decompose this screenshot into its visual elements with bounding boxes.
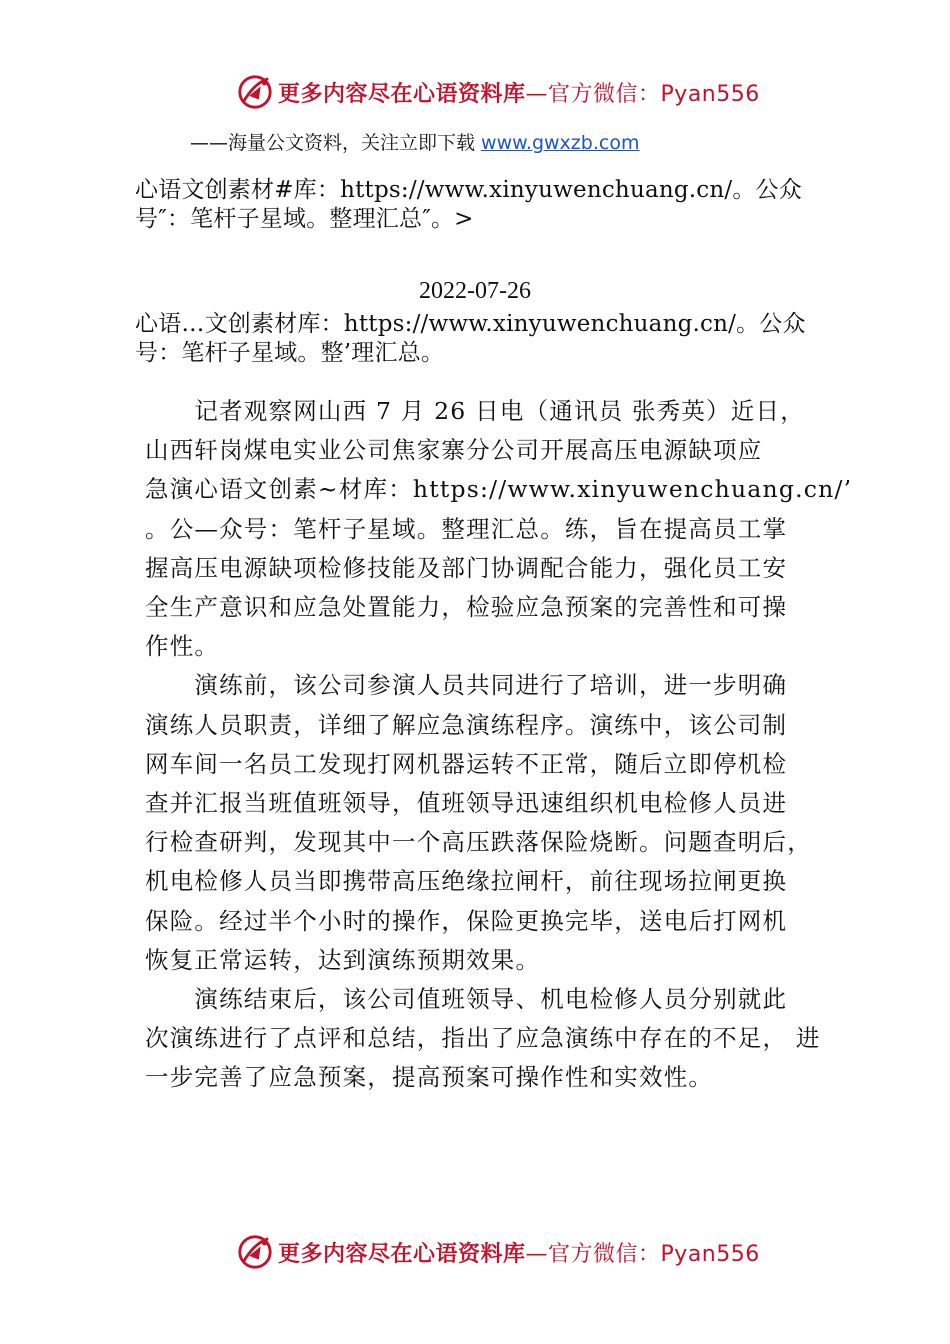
- banner-separator: —官方微信：: [525, 1241, 661, 1267]
- banner-main: 更多内容尽在心语资料库: [278, 1241, 526, 1267]
- body-line: 。公—众号：笔杆子星域。整理汇总。练，旨在提高员工掌: [145, 514, 788, 543]
- body-line: 恢复正常运转，达到演练预期效果。: [145, 945, 541, 974]
- body-line: 演练结束后，该公司值班领导、机电检修人员分别就此: [145, 985, 788, 1013]
- tagline: [190, 128, 639, 155]
- footer-banner: [236, 1232, 760, 1272]
- banner-text: [278, 1237, 760, 1268]
- body-line: 机电检修人员当即携带高压绝缘拉闸杆，前往现场拉闸更换: [145, 867, 788, 896]
- banner-text: [278, 77, 760, 108]
- banner-wechat: Pyan556: [660, 1241, 760, 1267]
- body-line: 全生产意识和应急处置能力，检验应急预案的完善性和可操: [145, 593, 788, 621]
- body-line: 行检查研判，发现其中一个高压跌落保险烧断。问题查明后，: [145, 828, 812, 857]
- body-line: 一步完善了应急预案，提高预案可操作性和实效性。: [145, 1063, 714, 1092]
- body-line: 演练人员职责，详细了解应急演练程序。演练中，该公司制: [145, 710, 788, 739]
- preface-line-2: 号″：笔杆子星域。整理汇总″。>: [135, 206, 474, 232]
- body-line: 作性。: [145, 632, 220, 661]
- header-banner: [236, 72, 760, 112]
- tagline-text: ——海量公文资料，关注立即下载: [190, 132, 482, 154]
- tagline-link[interactable]: www.gwxzb.com: [481, 132, 640, 154]
- body-line: 演练前，该公司参演人员共同进行了培训，进一步明确: [145, 671, 788, 700]
- logo-icon: [236, 73, 274, 111]
- body-line: 山西轩岗煤电实业公司焦家寨分公司开展高压电源缺项应: [145, 436, 763, 465]
- subhead-line-2: 号：笔杆子星域。整’理汇总。: [135, 340, 445, 366]
- logo-icon: [236, 1233, 274, 1271]
- body-line: 急演心语文创素~材库：https://www.xinyuwenchuang.cn/’: [145, 475, 853, 504]
- body-line: 查并汇报当班值班领导，值班领导迅速组织机电检修人员进: [145, 789, 788, 817]
- body-line: 握高压电源缺项检修技能及部门协调配合能力，强化员工安: [145, 553, 788, 582]
- body-line: 网车间一名员工发现打网机器运转不正常，随后立即停机检: [145, 749, 788, 778]
- body-line: 次演练进行了点评和总结，指出了应急演练中存在的不足， 进: [145, 1024, 821, 1053]
- body-line: 保险。经过半个小时的操作，保险更换完毕，送电后打网机: [145, 906, 788, 935]
- body-line: 记者观察网山西 7 月 26 日电（通讯员 张秀英）近日，: [145, 397, 805, 425]
- subhead-line-1: 心语…文创素材库：https://www.xinyuwenchuang.cn/。公众: [135, 311, 806, 337]
- banner-main: 更多内容尽在心语资料库: [278, 81, 526, 107]
- banner-wechat: Pyan556: [660, 81, 760, 107]
- preface-line-1: 心语文创素材#库：https://www.xinyuwenchuang.cn/。公众: [135, 177, 802, 203]
- document-date: 2022-07-26: [419, 278, 531, 304]
- banner-separator: —官方微信：: [525, 81, 661, 107]
